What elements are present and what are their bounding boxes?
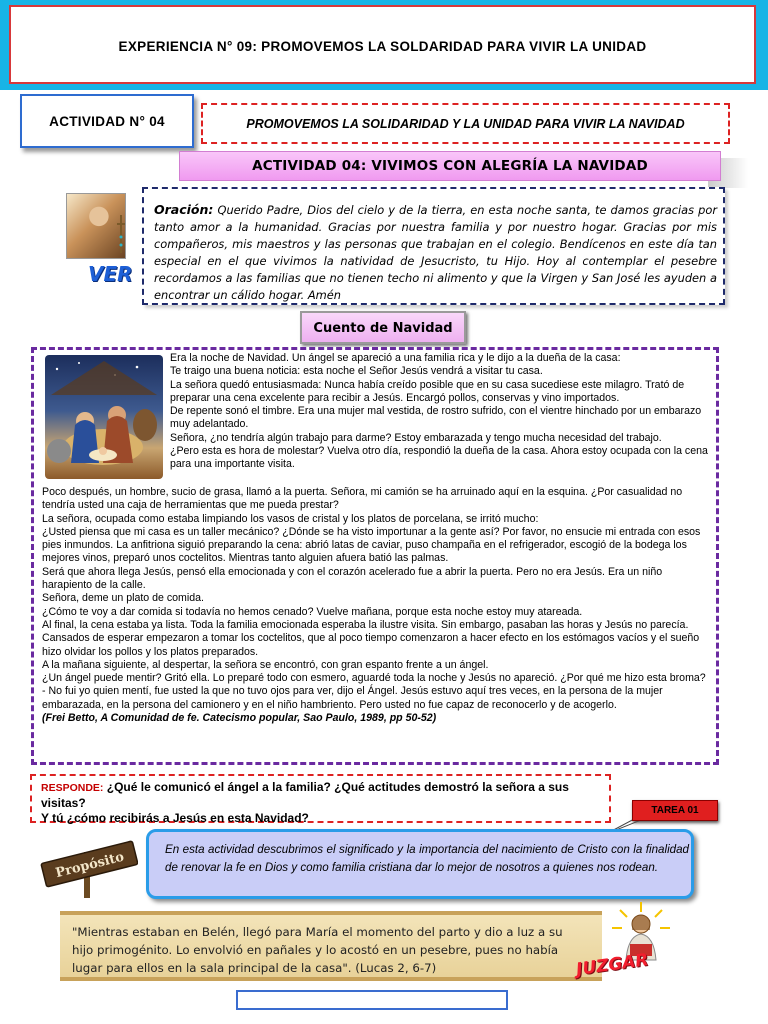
activity-title: ACTIVIDAD 04: VIVIMOS CON ALEGRÍA LA NAVIDAD (252, 158, 648, 174)
story-citation: (Frei Betto, A Comunidad de fe. Catecismo popular, Sao Paulo, 1989, pp 50-52) (42, 712, 437, 725)
story-paragraph: De repente sonó el timbre. Era una mujer mal vestida, de rostro sufrido, con el vientre hinchado por un embarazo muy adelantado. (170, 405, 702, 431)
purpose-box (146, 829, 694, 899)
purpose-text: En esta actividad descubrimos el significado y la importancia del nacimiento de Cristo con la finalidad de renovar la fe en Dios y como familia cristiana dar lo mejor de nosotros a quienes nos rodean. (165, 843, 689, 874)
responde-text (41, 780, 606, 826)
prayer-text (154, 201, 717, 304)
responde-question-2: Y tú ¿cómo recibirás a Jesús en esta Navidad? (41, 811, 309, 825)
prayer-body: Querido Padre, Dios del cielo y de la tierra, en esta noche santa, te damos gracias por tanto amor a la humanidad. Gracias por nuestra familia y por nuestro hogar. Gracias por mis compañeros, mis maestros y las personas que trabajan en el colegio. Bendícenos en este día tan especial en el que vivimos la natividad de Jesucristo, tu Hijo. Hoy al contemplar el pesebre recordamos a las familias que no tienen techo ni alimento y que la Virgen y San José les ayuden a encontrar un cálido hogar. Amén (154, 203, 718, 302)
page-title: EXPERIENCIA N° 09: PROMOVEMOS LA SOLDARIDAD PARA VIVIR LA UNIDAD (118, 39, 647, 54)
story-text-full (42, 486, 714, 725)
story-paragraph: Será que ahora llega Jesús, pensó ella emocionada y con el corazón acelerado fue a abrir la puerta. Pero no era Jesús. Era un niño harapiento de la calle. (42, 565, 663, 592)
story-paragraph: Señora, ¿no tendría algún trabajo para darme? Estoy embarazada y tengo mucha necesidad del trabajo. (170, 431, 662, 444)
ver-label: VER (88, 262, 133, 286)
story-title: Cuento de Navidad (313, 321, 453, 336)
activity-subtitle-box (201, 103, 730, 144)
scripture-quote: "Mientras estaban en Belén, llegó para María el momento del parto y dio a luz a su hijo primogénito. Lo envolvió en pañales y lo acostó en un pesebre, pues no había lugar para ellos en la sala principal de la casa". (Lucas 2, 6-7) (72, 925, 563, 975)
story-paragraph: Te traigo una buena noticia: esta noche el Señor Jesús vendrá a visitar tu casa. (170, 365, 543, 378)
story-paragraph: Era la noche de Navidad. Un ángel se apareció a una familia rica y le dijo a la dueña de la casa: (170, 352, 621, 364)
activity-title-bar (179, 151, 721, 181)
rosary-cross-icon (116, 215, 126, 253)
story-paragraph: ¿Pero esta es hora de molestar? Vuelva otro día, respondió la dueña de la casa. Ahora estoy ocupada con la cena para una importante visita. (170, 445, 708, 471)
story-paragraph: ¿Un ángel puede mentir? Gritó ella. Lo preparé todo con esmero, aguardé toda la noche y Jesús no apareció. ¿Por qué me hizo esta broma? (42, 672, 706, 685)
nativity-scene-drawing (45, 355, 163, 479)
prayer-label: Oración: (154, 202, 214, 217)
story-text-indented (170, 352, 710, 472)
story-paragraph: La señora, ocupada como estaba limpiando los vasos de cristal y los platos de porcelana, se irritó mucho: (42, 512, 539, 525)
story-paragraph: - No fui yo quien mentí, fue usted la que no tuvo ojos para ver, dijo el Ángel. Jesús estuvo aquí tres veces, en la persona de la mujer embarazada, en la persona del camionero y en el niño hambriento. Pero usted no fue capaz de reconocerlo y de acogerlo. (42, 685, 663, 711)
story-paragraph: ¿Usted piensa que mi casa es un taller mecánico? ¿Dónde se ha visto importunar a la gente así? Por favor, no ensucie mi entrada con esos pies inmundos. La anfitriona siguió preparando la cena: abrió latas de caviar, puso champaña en el refrigerador, escogió de la bodega los mejores vinos, preparó unos coctelitos. Mientras tanto alguien afuera batió las palmas. (42, 525, 701, 565)
responde-key: RESPONDE: (41, 782, 104, 794)
proposito-sign-label: Propósito (54, 849, 126, 882)
tarea-label: TAREA 01 (651, 805, 699, 816)
activity-number-box (20, 94, 194, 148)
proposito-sign-image (40, 832, 138, 898)
responde-question-1: ¿Qué le comunicó el ángel a la familia? ¿Qué actitudes demostró la señora a sus visitas? (41, 780, 569, 810)
activity-number-label: ACTIVIDAD N° 04 (49, 114, 165, 129)
header-box (9, 5, 756, 84)
story-paragraph: ¿Cómo te voy a dar comida si todavía no hemos cenado? Vuelve mañana, porque esta noche estoy muy atareada. (42, 605, 583, 618)
story-paragraph: Al final, la cena estaba ya lista. Toda la familia emocionada esperaba la ilustre visita. Sin embargo, pasaban las horas y Jesús no parecía. Cansados de esperar empezaron a tomar los coctelitos, que al poco tiempo comenzaron a hacer efecto en los estómagos vacíos y el sueño hizo olvidar los pollos y los platos preparados. (42, 618, 700, 658)
story-paragraph: La señora quedó entusiasmada: Nunca había creído posible que en su casa sucediese este milagro. Trató de preparar una cena excelente para recibir a Jesús. Encargó pollos, conservas y vino importados. (170, 378, 685, 404)
scripture-quote-box (60, 911, 602, 981)
juzgar-label: JUZGAR (574, 950, 650, 980)
story-title-box (300, 311, 466, 344)
blank-box (236, 990, 508, 1010)
responde-box (30, 774, 611, 823)
story-paragraph: Señora, deme un plato de comida. (42, 592, 204, 605)
story-paragraph: A la mañana siguiente, al despertar, la señora se encontró, con gran espanto frente a un ángel. (42, 658, 489, 671)
activity-subtitle: PROMOVEMOS LA SOLIDARIDAD Y LA UNIDAD PARA VIVIR LA NAVIDAD (246, 117, 685, 131)
prayer-box (142, 187, 725, 305)
tarea-badge (632, 800, 718, 821)
story-paragraph: Poco después, un hombre, sucio de grasa, llamó a la puerta. Señora, mi camión se ha arruinado aquí en la esquina. ¿Por casualidad no tendría usted una caja de herramientas que me pueda prestar? (42, 486, 683, 512)
nativity-scene-image (45, 355, 163, 479)
